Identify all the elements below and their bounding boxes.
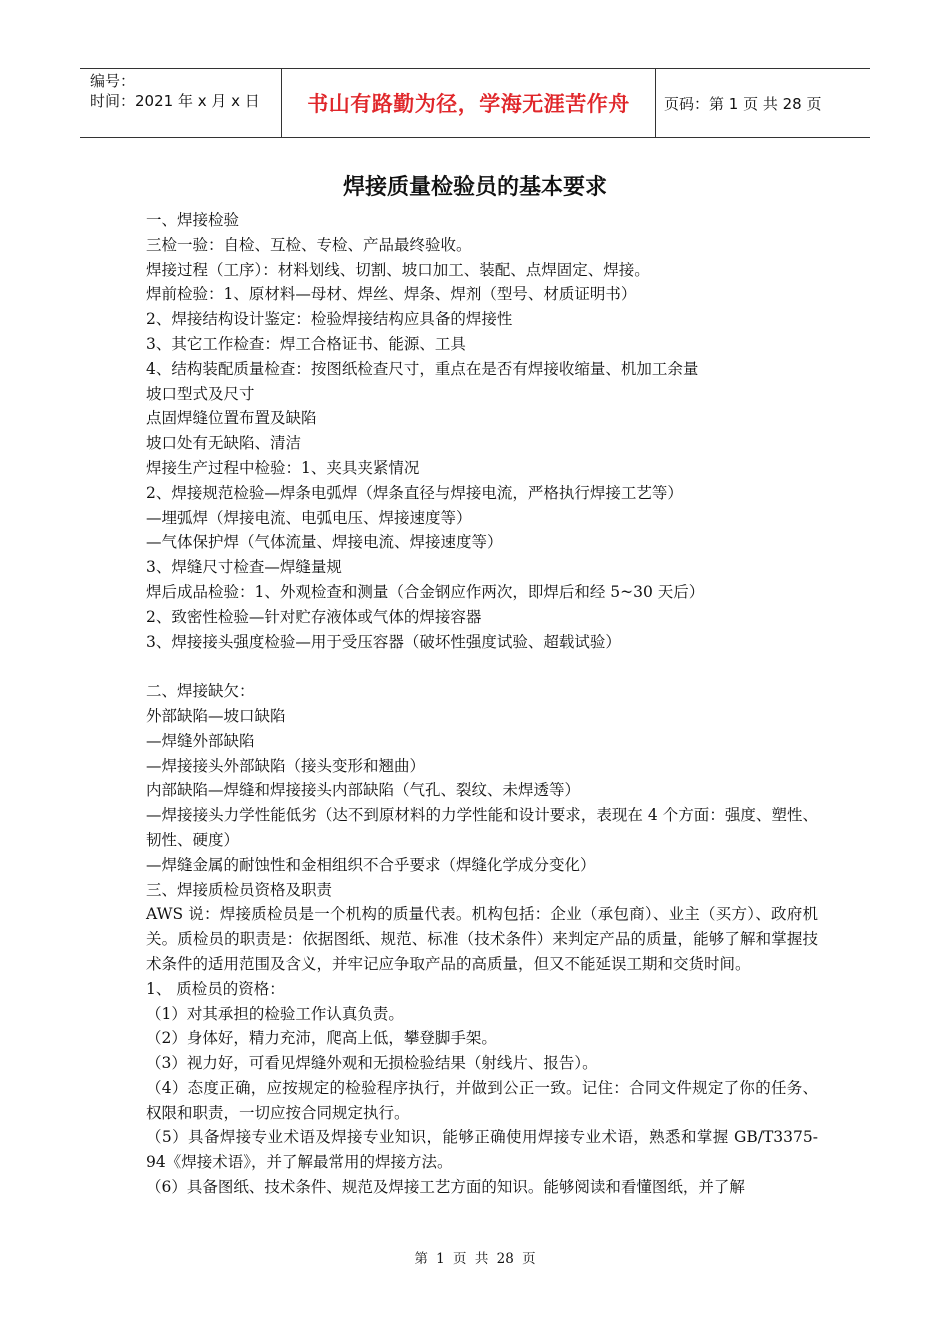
body-paragraph: 外部缺陷—坡口缺陷 xyxy=(146,706,286,725)
body-paragraph: （4）态度正确，应按规定的检验程序执行，并做到公正一致。记住：合同文件规定了你的任务、权限和职责，一切应按合同规定执行。 xyxy=(146,1078,818,1122)
body-paragraph: 2、焊接规范检验—焊条电弧焊（焊条直径与焊接电流，严格执行焊接工艺等） xyxy=(146,483,683,502)
body-paragraph: （1）对其承担的检验工作认真负责。 xyxy=(146,1004,404,1023)
document-number-label: 编号： xyxy=(90,72,136,90)
body-paragraph: 三检一验：自检、互检、专检、产品最终验收。 xyxy=(146,235,472,254)
body-paragraph: —焊缝外部缺陷 xyxy=(146,731,255,750)
document-title: 焊接质量检验员的基本要求 xyxy=(342,175,607,200)
body-paragraph: —埋弧焊（焊接电流、电弧电压、焊接速度等） xyxy=(146,508,472,527)
body-paragraph: 2、致密性检验—针对贮存液体或气体的焊接容器 xyxy=(146,607,482,626)
body-paragraph: 三、焊接质检员资格及职责 xyxy=(146,880,333,899)
body-paragraph: 4、结构装配质量检查：按图纸检查尺寸，重点在是否有焊接收缩量、机加工余量 xyxy=(146,359,699,378)
body-paragraph: —气体保护焊（气体流量、焊接电流、焊接速度等） xyxy=(146,533,503,552)
body-paragraph: AWS 说：焊接质检员是一个机构的质量代表。机构包括：企业（承包商）、业主（买方）、政府机关。质检员的职责是：依据图纸、规范、标准（技术条件）来判定产品的质量，能够了解和掌握技术条件的适用范围及含义，并牢记应争取产品的高质量，但又不能延误工期和交货时间。 xyxy=(146,905,818,973)
header-meta xyxy=(80,69,282,137)
body-paragraph: —焊接接头力学性能低劣（达不到原材料的力学性能和设计要求，表现在 4 个方面：强度、塑性、韧性、硬度） xyxy=(146,806,818,849)
body-paragraph: 焊前检验：1、原材料—母材、焊丝、焊条、焊剂（型号、材质证明书） xyxy=(146,285,637,304)
body-paragraph: 内部缺陷—焊缝和焊接接头内部缺陷（气孔、裂纹、未焊透等） xyxy=(146,781,581,800)
body-paragraph: 点固焊缝位置布置及缺陷 xyxy=(146,409,317,428)
header-page-info: 页码：第 1 页 共 28 页 xyxy=(664,94,822,113)
body-paragraph: 一、焊接检验 xyxy=(146,211,240,229)
document-body xyxy=(146,208,818,1200)
body-paragraph: 1、 质检员的资格： xyxy=(146,979,285,998)
body-paragraph: 坡口型式及尺寸 xyxy=(146,384,255,403)
body-paragraph: 焊接过程（工序）：材料划线、切割、坡口加工、装配、点焊固定、焊接。 xyxy=(146,260,650,279)
header-motto: 书山有路勤为径，学海无涯苦作舟 xyxy=(282,69,656,137)
page-footer: 第 1 页 共 28 页 xyxy=(414,1251,536,1267)
body-paragraph: 3、其它工作检查：焊工合格证书、能源、工具 xyxy=(146,334,466,353)
body-paragraph: （5）具备焊接专业术语及焊接专业知识，能够正确使用焊接专业术语，熟悉和掌握 GB/T3375-94《焊接术语》，并了解最常用的焊接方法。 xyxy=(146,1128,818,1172)
page-header xyxy=(80,68,870,138)
body-paragraph: 坡口处有无缺陷、清洁 xyxy=(146,434,302,453)
body-paragraph: 焊接生产过程中检验：1、夹具夹紧情况 xyxy=(146,458,420,477)
body-paragraph: 2、焊接结构设计鉴定：检验焊接结构应具备的焊接性 xyxy=(146,310,513,329)
body-paragraph: 3、焊缝尺寸检查—焊缝量规 xyxy=(146,558,342,577)
body-paragraph: （3）视力好，可看见焊缝外观和无损检验结果（射线片、报告）。 xyxy=(146,1054,598,1073)
body-paragraph: 焊后成品检验：1、外观检查和测量（合金钢应作两次，即焊后和经 5~30 天后） xyxy=(146,582,705,601)
body-paragraph xyxy=(146,654,818,679)
body-paragraph: 3、焊接接头强度检验—用于受压容器（破坏性强度试验、超载试验） xyxy=(146,632,621,651)
body-paragraph: （6）具备图纸、技术条件、规范及焊接工艺方面的知识。能够阅读和看懂图纸，并了解 xyxy=(146,1178,745,1197)
body-paragraph: —焊缝金属的耐蚀性和金相组织不合乎要求（焊缝化学成分变化） xyxy=(146,855,596,874)
body-paragraph: —焊接接头外部缺陷（接头变形和翘曲） xyxy=(146,756,426,775)
body-paragraph: 二、焊接缺欠： xyxy=(146,682,255,701)
body-paragraph: （2）身体好，精力充沛，爬高上低，攀登脚手架。 xyxy=(146,1029,497,1048)
document-date: 时间：2021 年 x 月 x 日 xyxy=(90,92,260,110)
